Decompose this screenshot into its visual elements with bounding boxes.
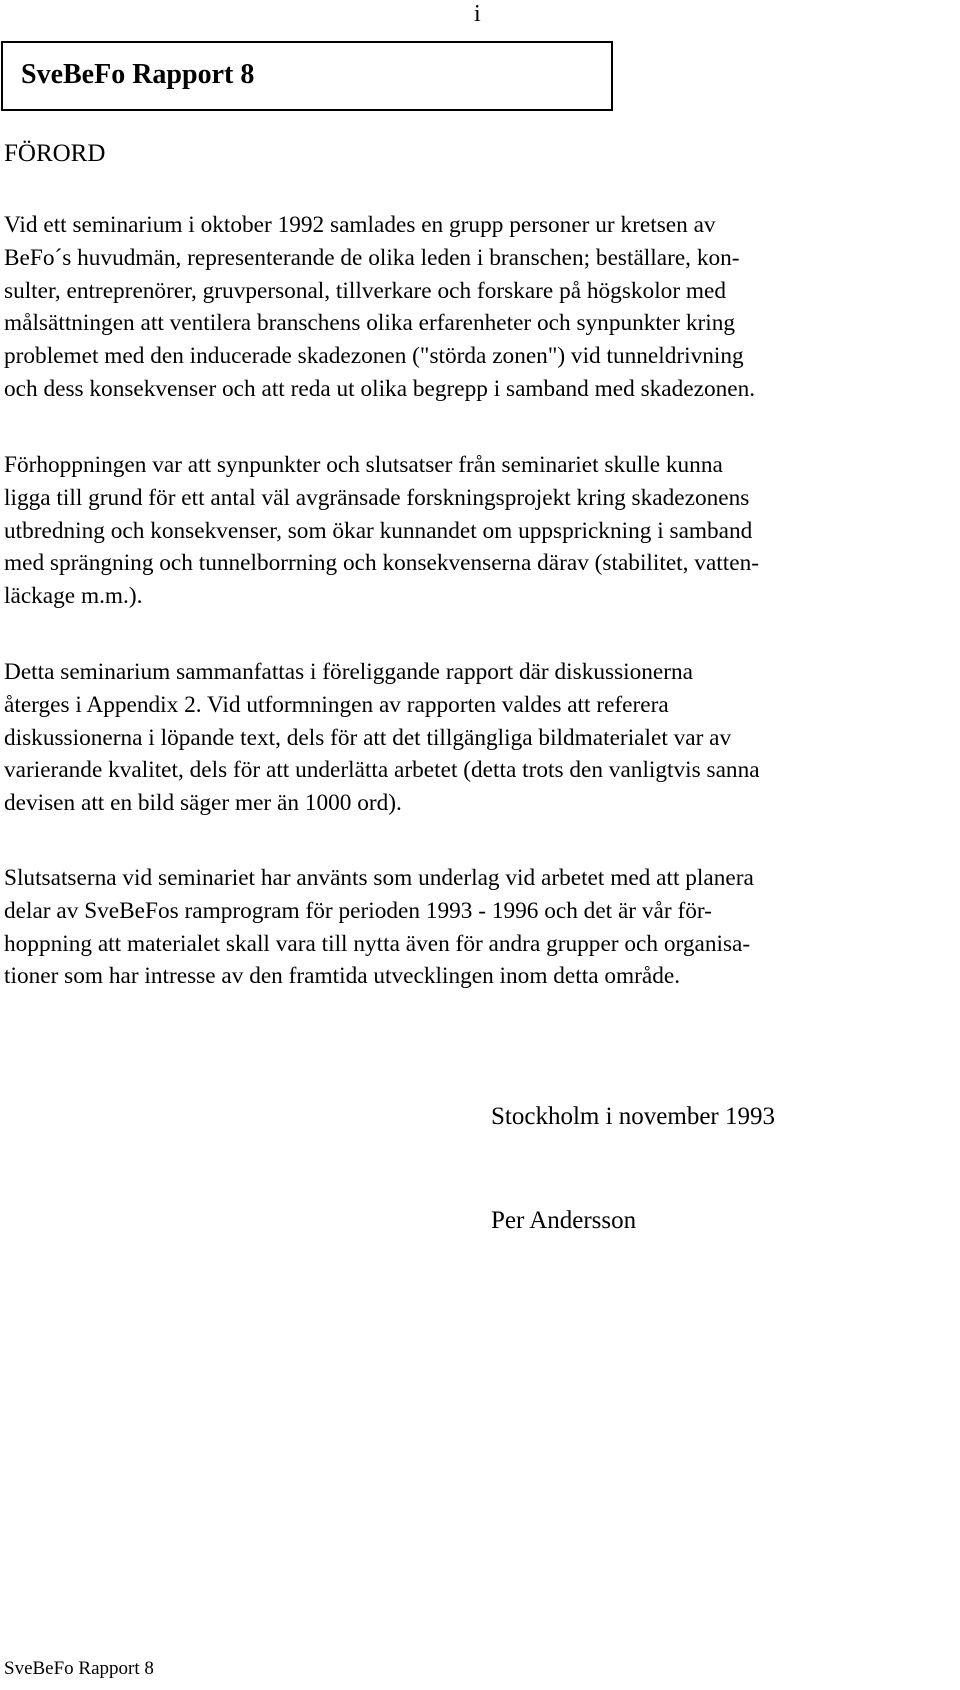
page-footer: SveBeFo Rapport 8 (4, 1658, 154, 1679)
paragraph-line: och dess konsekvenser och att reda ut olika begrepp i samband med skadezonen. (4, 375, 756, 402)
page-number: i (474, 1, 481, 27)
section-heading: FÖRORD (4, 140, 106, 167)
paragraph-1 (4, 209, 954, 406)
signature-author: Per Andersson (491, 1207, 637, 1234)
paragraph-line: läckage m.m.). (4, 583, 143, 610)
paragraph-line: diskussionerna i löpande text, dels för att det tillgängliga bildmaterialet var av (4, 724, 732, 751)
report-title: SveBeFo Rapport 8 (21, 59, 255, 90)
paragraph-line: målsättningen att ventilera branschens olika erfarenheter och synpunkter kring (4, 310, 735, 337)
signature-place-date: Stockholm i november 1993 (491, 1103, 775, 1130)
paragraph-line: Detta seminarium sammanfattas i föreliggande rapport där diskussionerna (4, 659, 693, 685)
paragraph-line: med sprängning och tunnelborrning och konsekvenserna därav (stabilitet, vatten- (4, 550, 759, 577)
paragraph-line: utbredning och konsekvenser, som ökar kunnandet om uppsprickning i samband (4, 517, 753, 544)
paragraph-line: Förhoppningen var att synpunkter och slutsatser från seminariet skulle kunna (4, 452, 723, 478)
paragraph-line: Vid ett seminarium i oktober 1992 samlades en grupp personer ur kretsen av (4, 212, 716, 238)
paragraph-3 (4, 656, 954, 820)
paragraph-line: återges i Appendix 2. Vid utformningen av rapporten valdes att referera (4, 691, 669, 718)
report-title-box (1, 41, 613, 111)
paragraph-line: ligga till grund för ett antal väl avgränsade forskningsprojekt kring skadezonens (4, 484, 750, 511)
paragraph-line: devisen att en bild säger mer än 1000 ord). (4, 790, 402, 817)
paragraph-line: BeFo´s huvudmän, representerande de olika leden i branschen; beställare, kon- (4, 244, 740, 271)
paragraph-line: tioner som har intresse av den framtida utvecklingen inom detta område. (4, 963, 681, 990)
paragraph-line: sulter, entreprenörer, gruvpersonal, tillverkare och forskare på högskolor med (4, 277, 727, 304)
paragraph-line: hoppning att materialet skall vara till nytta även för andra grupper och organisa- (4, 930, 751, 957)
paragraph-line: delar av SveBeFos ramprogram för perioden 1993 - 1996 och det är vår för- (4, 897, 712, 924)
paragraph-line: problemet med den inducerade skadezonen ("störda zonen") vid tunneldrivning (4, 343, 744, 370)
paragraph-4 (4, 862, 954, 993)
paragraph-line: Slutsatserna vid seminariet har använts som underlag vid arbetet med att planera (4, 865, 754, 891)
paragraph-line: varierande kvalitet, dels för att underlätta arbetet (detta trots den vanligtvis sanna (4, 757, 760, 784)
paragraph-2 (4, 449, 954, 613)
